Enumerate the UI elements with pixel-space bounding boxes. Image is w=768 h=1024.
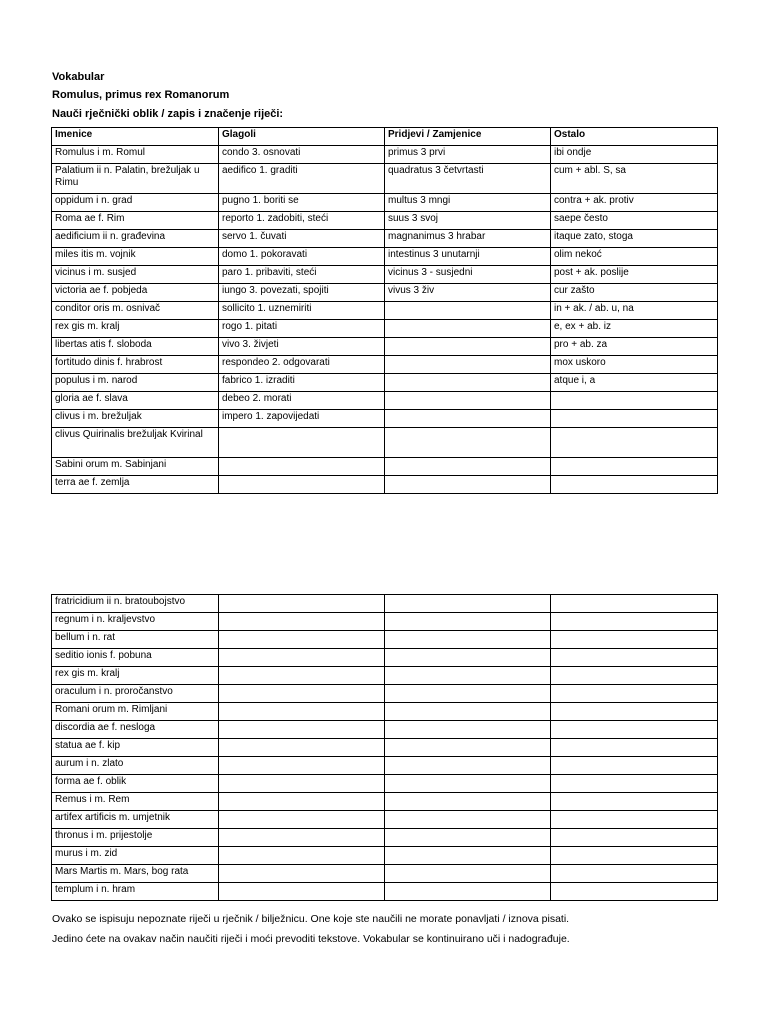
cell-other xyxy=(551,703,718,721)
cell-noun: statua ae f. kip xyxy=(52,739,219,757)
cell-noun: bellum i n. rat xyxy=(52,631,219,649)
cell-noun: fratricidium ii n. bratoubojstvo xyxy=(52,595,219,613)
cell-other: e, ex + ab. iz xyxy=(551,320,718,338)
cell-adjective xyxy=(385,356,551,374)
cell-adjective xyxy=(385,721,551,739)
cell-other xyxy=(551,667,718,685)
cell-noun: oppidum i n. grad xyxy=(52,194,219,212)
table-row xyxy=(52,476,718,494)
cell-other xyxy=(551,428,718,458)
cell-noun: clivus i m. brežuljak xyxy=(52,410,219,428)
cell-adjective xyxy=(385,302,551,320)
cell-other xyxy=(551,883,718,901)
cell-verb xyxy=(219,865,385,883)
cell-other xyxy=(551,458,718,476)
cell-noun: populus i m. narod xyxy=(52,374,219,392)
cell-verb: aedifico 1. graditi xyxy=(219,164,385,194)
table-row xyxy=(52,266,718,284)
table-row xyxy=(52,631,718,649)
table-row xyxy=(52,811,718,829)
cell-other: in + ak. / ab. u, na xyxy=(551,302,718,320)
cell-verb: pugno 1. boriti se xyxy=(219,194,385,212)
cell-other xyxy=(551,739,718,757)
table-row xyxy=(52,338,718,356)
cell-noun: thronus i m. prijestolje xyxy=(52,829,219,847)
cell-verb xyxy=(219,739,385,757)
cell-other: itaque zato, stoga xyxy=(551,230,718,248)
cell-other xyxy=(551,613,718,631)
cell-verb xyxy=(219,595,385,613)
cell-verb xyxy=(219,811,385,829)
cell-adjective xyxy=(385,320,551,338)
cell-verb xyxy=(219,667,385,685)
table-row xyxy=(52,428,718,458)
cell-adjective: vivus 3 živ xyxy=(385,284,551,302)
cell-adjective: intestinus 3 unutarnji xyxy=(385,248,551,266)
table-row xyxy=(52,703,718,721)
cell-verb xyxy=(219,721,385,739)
table-row xyxy=(52,613,718,631)
cell-verb: iungo 3. povezati, spojiti xyxy=(219,284,385,302)
cell-other: olim nekoć xyxy=(551,248,718,266)
table-row xyxy=(52,793,718,811)
cell-other xyxy=(551,392,718,410)
cell-other xyxy=(551,410,718,428)
cell-noun: gloria ae f. slava xyxy=(52,392,219,410)
cell-other xyxy=(551,685,718,703)
cell-verb: servo 1. čuvati xyxy=(219,230,385,248)
cell-verb: reporto 1. zadobiti, steći xyxy=(219,212,385,230)
cell-noun: terra ae f. zemlja xyxy=(52,476,219,494)
cell-noun: Romani orum m. Rimljani xyxy=(52,703,219,721)
footer-note-line-2: Jedino ćete na ovakav način naučiti riječi i moći prevoditi tekstove. Vokabular se kontinuirano uči i nadograđuje. xyxy=(52,933,570,945)
cell-adjective xyxy=(385,649,551,667)
cell-other: contra + ak. protiv xyxy=(551,194,718,212)
cell-verb xyxy=(219,847,385,865)
table-row xyxy=(52,410,718,428)
cell-verb: paro 1. pribaviti, steći xyxy=(219,266,385,284)
vocabulary-table xyxy=(51,127,718,494)
cell-adjective xyxy=(385,685,551,703)
cell-adjective xyxy=(385,883,551,901)
cell-adjective xyxy=(385,793,551,811)
cell-adjective xyxy=(385,613,551,631)
table-row xyxy=(52,757,718,775)
table-row xyxy=(52,667,718,685)
instruction-text: Nauči rječnički oblik / zapis i značenje riječi: xyxy=(52,108,284,120)
cell-adjective: magnanimus 3 hrabar xyxy=(385,230,551,248)
cell-adjective: quadratus 3 četvrtasti xyxy=(385,164,551,194)
lesson-subtitle: Romulus, primus rex Romanorum xyxy=(52,89,230,101)
cell-noun: forma ae f. oblik xyxy=(52,775,219,793)
table-row xyxy=(52,194,718,212)
cell-verb xyxy=(219,428,385,458)
cell-noun: rex gis m. kralj xyxy=(52,667,219,685)
footer-note-line-1: Ovako se ispisuju nepoznate riječi u rječnik / bilježnicu. One koje ste naučili ne morate ponavljati / iznova pisati. xyxy=(52,913,570,925)
cell-other xyxy=(551,649,718,667)
cell-verb xyxy=(219,631,385,649)
cell-noun: fortitudo dinis f. hrabrost xyxy=(52,356,219,374)
cell-noun: murus i m. zid xyxy=(52,847,219,865)
cell-noun: rex gis m. kralj xyxy=(52,320,219,338)
cell-verb xyxy=(219,458,385,476)
table-row xyxy=(52,829,718,847)
header-cell-adjectives-pronouns: Pridjevi / Zamjenice xyxy=(385,128,551,146)
cell-verb xyxy=(219,757,385,775)
table-row xyxy=(52,458,718,476)
cell-other xyxy=(551,829,718,847)
cell-other xyxy=(551,721,718,739)
cell-other xyxy=(551,631,718,649)
header-cell-nouns: Imenice xyxy=(52,128,219,146)
cell-noun: miles itis m. vojnik xyxy=(52,248,219,266)
cell-adjective xyxy=(385,829,551,847)
cell-adjective xyxy=(385,739,551,757)
table-row xyxy=(52,883,718,901)
cell-other xyxy=(551,757,718,775)
table-row xyxy=(52,721,718,739)
table-row xyxy=(52,847,718,865)
cell-noun: aurum i n. zlato xyxy=(52,757,219,775)
cell-noun: oraculum i n. proročanstvo xyxy=(52,685,219,703)
cell-adjective xyxy=(385,811,551,829)
cell-adjective xyxy=(385,458,551,476)
table-row xyxy=(52,356,718,374)
table-row xyxy=(52,865,718,883)
cell-other: saepe često xyxy=(551,212,718,230)
cell-adjective: suus 3 svoj xyxy=(385,212,551,230)
cell-noun: Palatium ii n. Palatin, brežuljak u Rimu xyxy=(52,164,219,194)
table-header-row xyxy=(52,128,718,146)
table-row xyxy=(52,212,718,230)
cell-noun: vicinus i m. susjed xyxy=(52,266,219,284)
cell-other xyxy=(551,793,718,811)
cell-other: cum + abl. S, sa xyxy=(551,164,718,194)
cell-other: cur zašto xyxy=(551,284,718,302)
cell-adjective xyxy=(385,703,551,721)
cell-noun: Remus i m. Rem xyxy=(52,793,219,811)
cell-other xyxy=(551,595,718,613)
cell-verb: vivo 3. živjeti xyxy=(219,338,385,356)
table-row xyxy=(52,284,718,302)
cell-verb: sollicito 1. uznemiriti xyxy=(219,302,385,320)
cell-adjective: vicinus 3 - susjedni xyxy=(385,266,551,284)
cell-verb xyxy=(219,883,385,901)
additional-vocabulary-table xyxy=(51,594,718,901)
cell-other xyxy=(551,865,718,883)
cell-verb xyxy=(219,829,385,847)
cell-verb: respondeo 2. odgovarati xyxy=(219,356,385,374)
table-row xyxy=(52,649,718,667)
cell-noun: artifex artificis m. umjetnik xyxy=(52,811,219,829)
table-row xyxy=(52,685,718,703)
cell-adjective xyxy=(385,476,551,494)
table-row xyxy=(52,248,718,266)
cell-verb xyxy=(219,476,385,494)
table-row xyxy=(52,392,718,410)
cell-verb xyxy=(219,703,385,721)
cell-other: mox uskoro xyxy=(551,356,718,374)
table-row xyxy=(52,595,718,613)
cell-noun: clivus Quirinalis brežuljak Kvirinal xyxy=(52,428,219,458)
document-title: Vokabular xyxy=(52,71,105,83)
cell-verb xyxy=(219,775,385,793)
cell-other: pro + ab. za xyxy=(551,338,718,356)
cell-other xyxy=(551,847,718,865)
cell-adjective xyxy=(385,667,551,685)
header-cell-other: Ostalo xyxy=(551,128,718,146)
cell-noun: libertas atis f. sloboda xyxy=(52,338,219,356)
cell-adjective xyxy=(385,631,551,649)
cell-adjective xyxy=(385,757,551,775)
cell-verb: domo 1. pokoravati xyxy=(219,248,385,266)
cell-adjective xyxy=(385,392,551,410)
cell-noun: Roma ae f. Rim xyxy=(52,212,219,230)
cell-verb xyxy=(219,685,385,703)
header-cell-verbs: Glagoli xyxy=(219,128,385,146)
cell-noun: seditio ionis f. pobuna xyxy=(52,649,219,667)
cell-verb: impero 1. zapovijedati xyxy=(219,410,385,428)
cell-adjective xyxy=(385,775,551,793)
cell-adjective xyxy=(385,410,551,428)
cell-adjective xyxy=(385,338,551,356)
cell-noun: Sabini orum m. Sabinjani xyxy=(52,458,219,476)
cell-adjective: primus 3 prvi xyxy=(385,146,551,164)
cell-noun: templum i n. hram xyxy=(52,883,219,901)
cell-other: ibi ondje xyxy=(551,146,718,164)
table-row xyxy=(52,146,718,164)
cell-adjective xyxy=(385,865,551,883)
cell-verb: rogo 1. pitati xyxy=(219,320,385,338)
table-row xyxy=(52,739,718,757)
cell-verb: condo 3. osnovati xyxy=(219,146,385,164)
cell-verb xyxy=(219,793,385,811)
cell-adjective: multus 3 mngi xyxy=(385,194,551,212)
cell-other xyxy=(551,775,718,793)
table-row xyxy=(52,775,718,793)
cell-other: post + ak. poslije xyxy=(551,266,718,284)
cell-verb: fabrico 1. izraditi xyxy=(219,374,385,392)
cell-verb xyxy=(219,613,385,631)
cell-adjective xyxy=(385,374,551,392)
cell-noun: Mars Martis m. Mars, bog rata xyxy=(52,865,219,883)
cell-noun: discordia ae f. nesloga xyxy=(52,721,219,739)
table-row xyxy=(52,320,718,338)
cell-noun: victoria ae f. pobjeda xyxy=(52,284,219,302)
cell-other xyxy=(551,811,718,829)
cell-noun: Romulus i m. Romul xyxy=(52,146,219,164)
cell-adjective xyxy=(385,595,551,613)
table-row xyxy=(52,164,718,194)
cell-other xyxy=(551,476,718,494)
cell-other: atque i, a xyxy=(551,374,718,392)
table-row xyxy=(52,230,718,248)
cell-adjective xyxy=(385,428,551,458)
cell-noun: regnum i n. kraljevstvo xyxy=(52,613,219,631)
table-row xyxy=(52,374,718,392)
cell-verb: debeo 2. morati xyxy=(219,392,385,410)
cell-adjective xyxy=(385,847,551,865)
cell-noun: aedificium ii n. građevina xyxy=(52,230,219,248)
cell-noun: conditor oris m. osnivač xyxy=(52,302,219,320)
table-row xyxy=(52,302,718,320)
cell-verb xyxy=(219,649,385,667)
